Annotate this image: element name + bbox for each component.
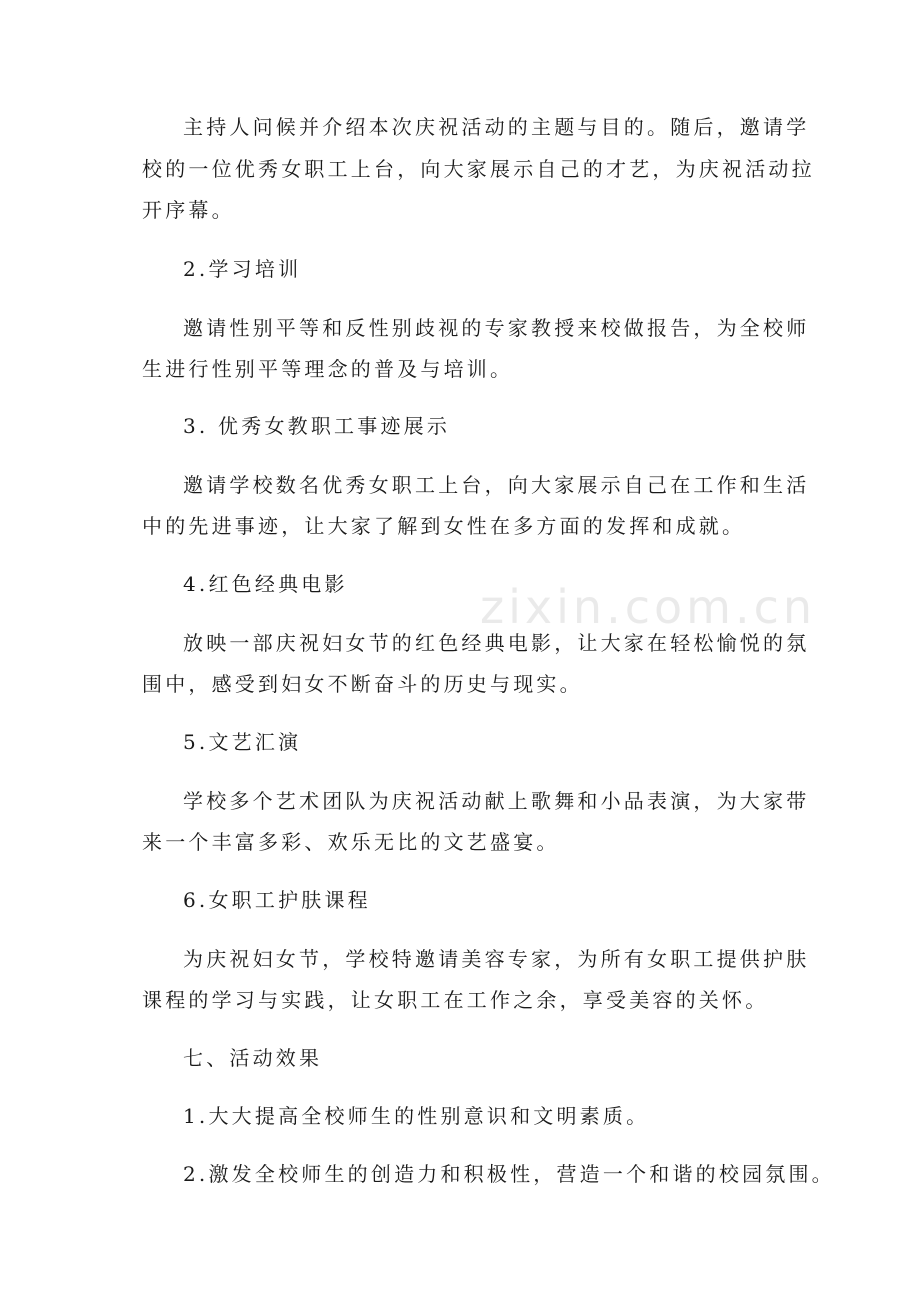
- heading-outstanding-staff: 3. 优秀女教职工事迹展示: [183, 414, 451, 438]
- paragraph-training-line-1: 邀请性别平等和反性别歧视的专家教授来校做报告，为全校师: [183, 316, 810, 340]
- paragraph-film-line-2: 围中，感受到妇女不断奋斗的历史与现实。: [142, 672, 583, 696]
- paragraph-opening-line-3: 开序幕。: [142, 198, 235, 222]
- effect-item-2: 2.激发全校师生的创造力和积极性，营造一个和谐的校园氛围。: [183, 1162, 835, 1186]
- paragraph-performance-line-1: 学校多个艺术团队为庆祝活动献上歌舞和小品表演，为大家带: [183, 789, 810, 813]
- heading-red-classic-film: 4.红色经典电影: [183, 572, 348, 596]
- paragraph-skincare-line-1: 为庆祝妇女节，学校特邀请美容专家，为所有女职工提供护肤: [183, 947, 810, 971]
- paragraph-training-line-2: 生进行性别平等理念的普及与培训。: [142, 357, 514, 381]
- paragraph-opening-line-2: 校的一位优秀女职工上台，向大家展示自己的才艺，为庆祝活动拉: [142, 157, 815, 181]
- paragraph-skincare-line-2: 课程的学习与实践，让女职工在工作之余，享受美容的关怀。: [142, 988, 769, 1012]
- paragraph-performance-line-2: 来一个丰富多彩、欢乐无比的文艺盛宴。: [142, 830, 560, 854]
- paragraph-film-line-1: 放映一部庆祝妇女节的红色经典电影，让大家在轻松愉悦的氛: [183, 631, 810, 655]
- paragraph-opening-line-1: 主持人问候并介绍本次庆祝活动的主题与目的。随后，邀请学: [183, 115, 810, 139]
- heading-study-training: 2.学习培训: [183, 257, 302, 281]
- heading-skincare-course: 6.女职工护肤课程: [183, 888, 371, 912]
- paragraph-staff-line-1: 邀请学校数名优秀女职工上台，向大家展示自己在工作和生活: [183, 473, 810, 497]
- paragraph-staff-line-2: 中的先进事迹，让大家了解到女性在多方面的发挥和成就。: [142, 514, 746, 538]
- effect-item-1: 1.大大提高全校师生的性别意识和文明素质。: [183, 1104, 650, 1128]
- heading-art-performance: 5.文艺汇演: [183, 730, 302, 754]
- heading-activity-effects: 七、活动效果: [183, 1046, 323, 1070]
- watermark: zixin.com.cn: [480, 580, 817, 634]
